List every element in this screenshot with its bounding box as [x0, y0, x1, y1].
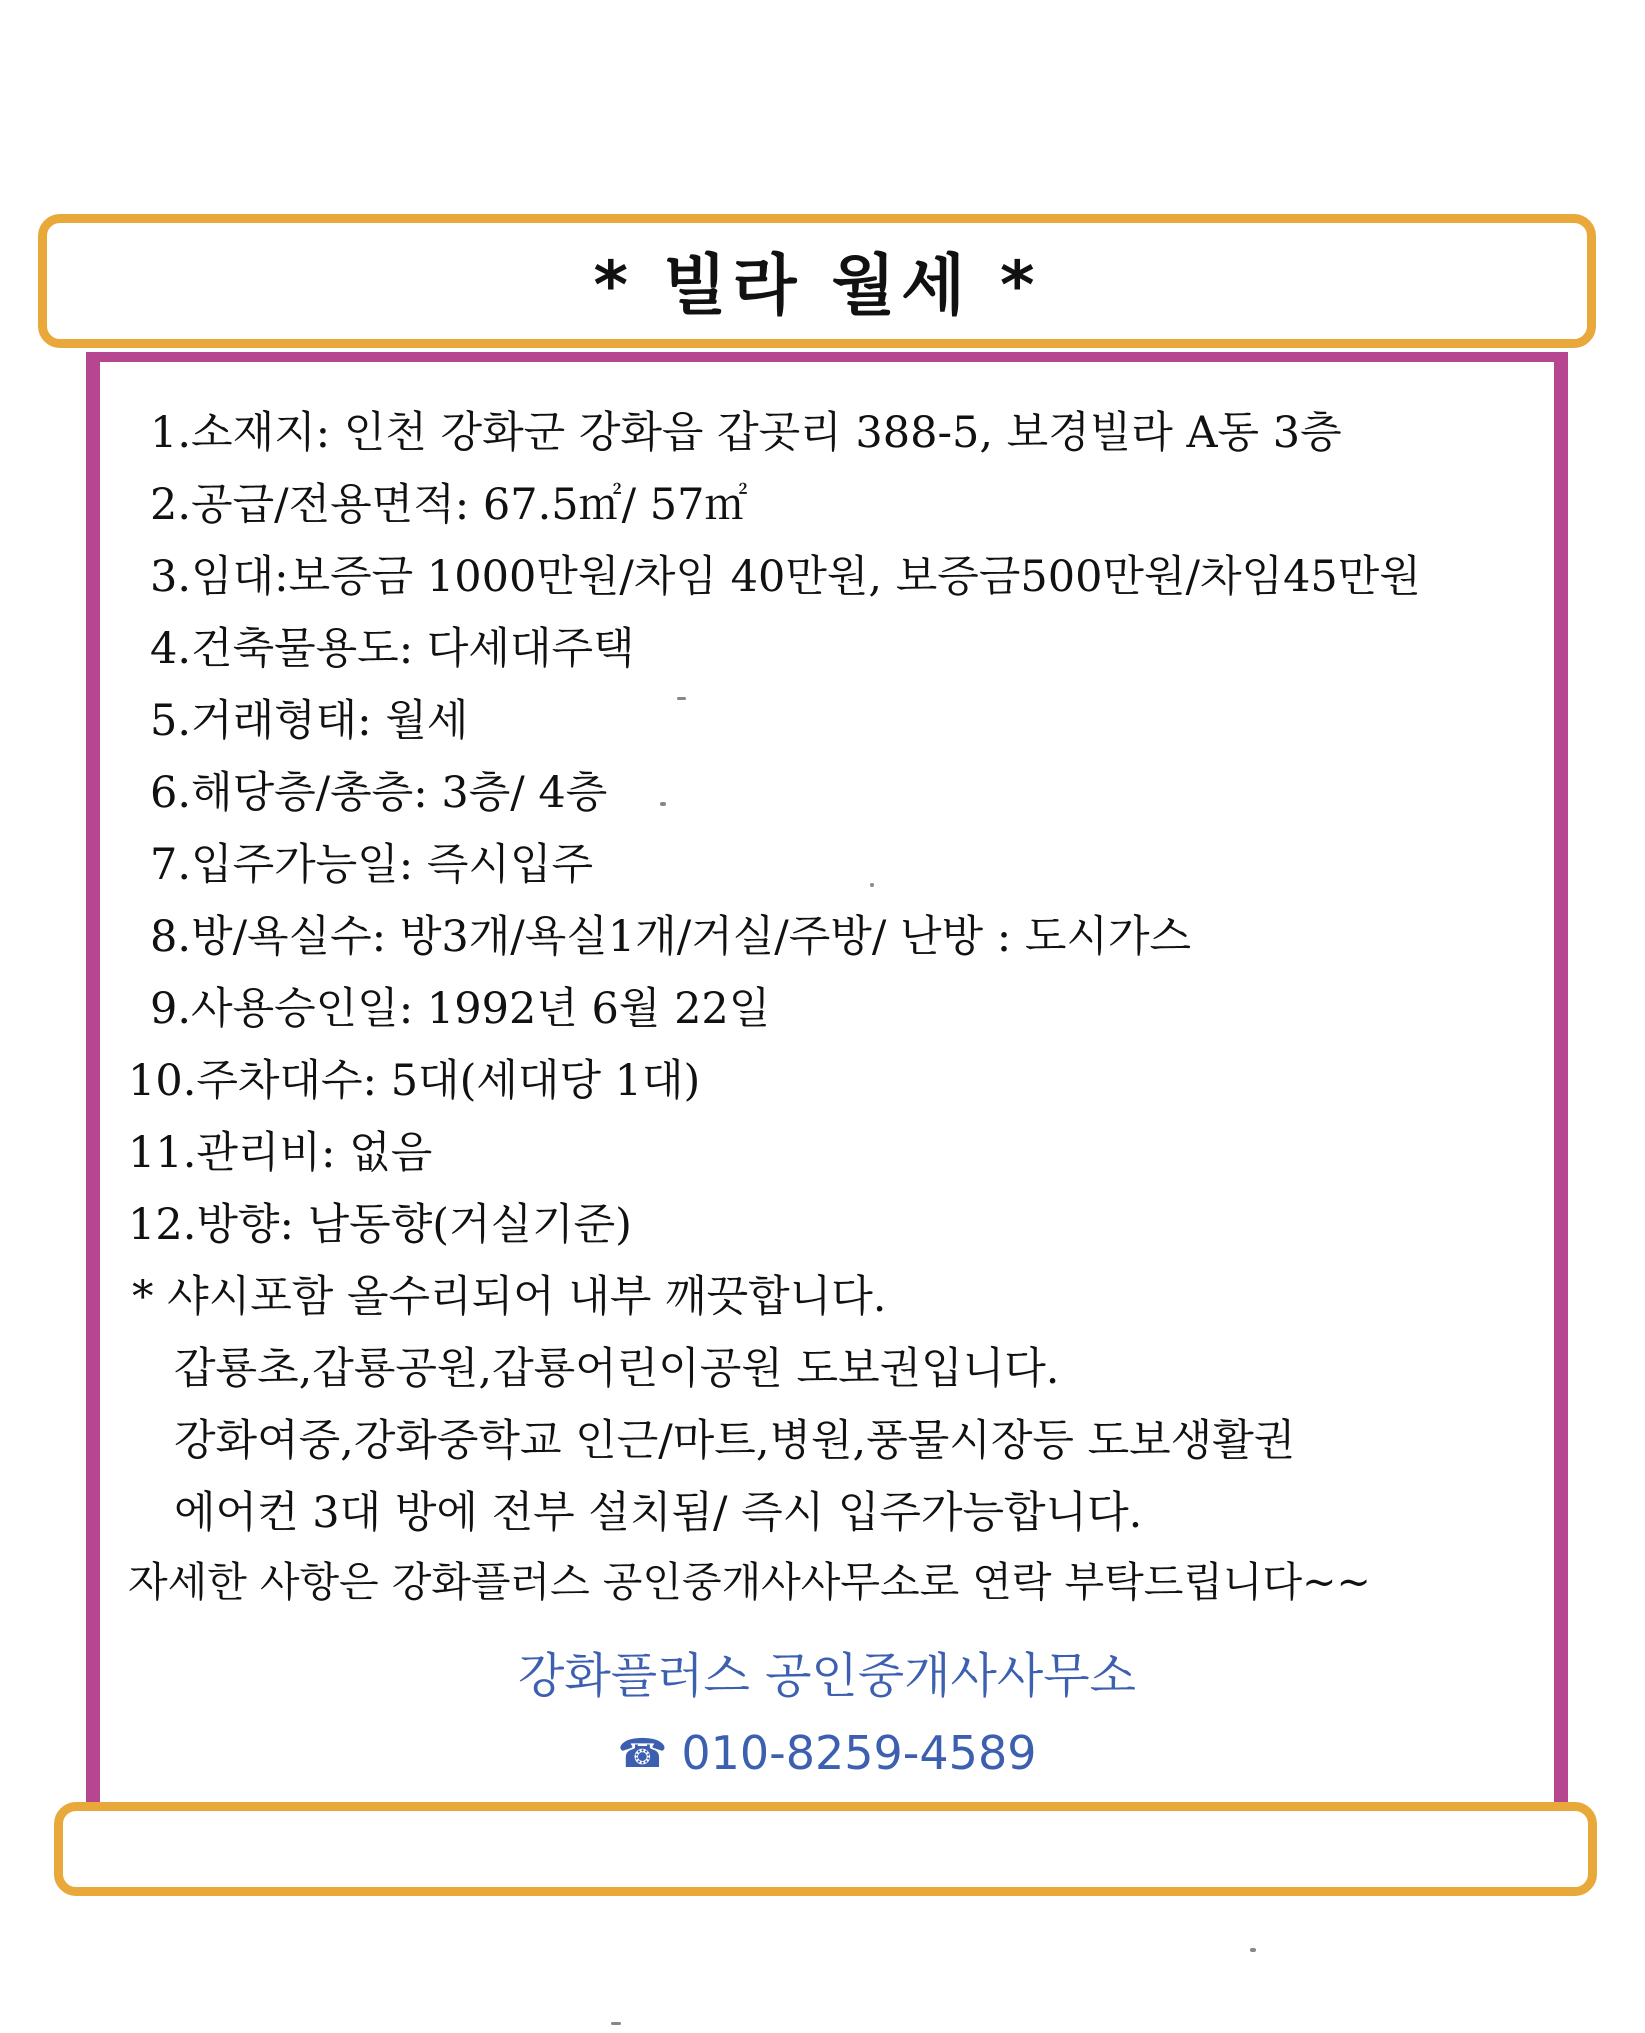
phone-contact — [86, 1726, 1568, 1780]
listing-item-direction: 12.방향: 남동향(거실기준) — [128, 1200, 632, 1250]
listing-item-parking: 10.주차대수: 5대(세대당 1대) — [128, 1056, 701, 1106]
listing-item-transaction-type: 5.거래형태: 월세 — [150, 696, 469, 746]
listing-item-building-use: 4.건축물용도: 다세대주택 — [150, 624, 635, 674]
scan-speck — [677, 697, 686, 700]
footer-banner — [54, 1802, 1597, 1896]
listing-item-location: 1.소재지: 인천 강화군 강화읍 갑곳리 388-5, 보경빌라 A동 3층 — [150, 408, 1342, 458]
listing-item-area: 2.공급/전용면적: 67.5㎡/ 57㎡ — [150, 480, 748, 530]
title-banner — [38, 214, 1596, 348]
note-amenities: 강화여중,강화중학교 인근/마트,병원,풍물시장등 도보생활권 — [174, 1416, 1296, 1466]
listing-item-rent-terms: 3.임대:보증금 1000만원/차임 40만원, 보증금500만원/차임45만원 — [150, 552, 1421, 602]
listing-item-approval-date: 9.사용승인일: 1992년 6월 22일 — [150, 984, 771, 1034]
phone-number: 010-8259-4589 — [681, 1726, 1037, 1780]
scan-speck — [1250, 1948, 1256, 1952]
note-air-conditioners: 에어컨 3대 방에 전부 설치됨/ 즉시 입주가능합니다. — [174, 1488, 1143, 1538]
note-renovation: * 샤시포함 올수리되어 내부 깨끗합니다. — [132, 1272, 887, 1322]
listing-item-floor: 6.해당층/총층: 3층/ 4층 — [150, 768, 608, 818]
scan-speck — [660, 802, 666, 806]
office-name: 강화플러스 공인중개사사무소 — [517, 1648, 1137, 1704]
scan-speck — [611, 2022, 621, 2025]
listing-item-rooms: 8.방/욕실수: 방3개/욕실1개/거실/주방/ 난방 : 도시가스 — [150, 912, 1192, 962]
listing-item-maintenance-fee: 11.관리비: 없음 — [128, 1128, 433, 1178]
listing-item-move-in-date: 7.입주가능일: 즉시입주 — [150, 840, 594, 890]
note-contact-request: 자세한 사항은 강화플러스 공인중개사사무소로 연락 부탁드립니다~~ — [128, 1558, 1371, 1606]
note-schools-parks: 갑룡초,갑룡공원,갑룡어린이공원 도보권입니다. — [174, 1344, 1060, 1394]
page-title: * 빌라 월세 * — [593, 247, 1041, 324]
telephone-icon: ☎ — [617, 1731, 668, 1777]
scan-speck — [870, 883, 874, 887]
